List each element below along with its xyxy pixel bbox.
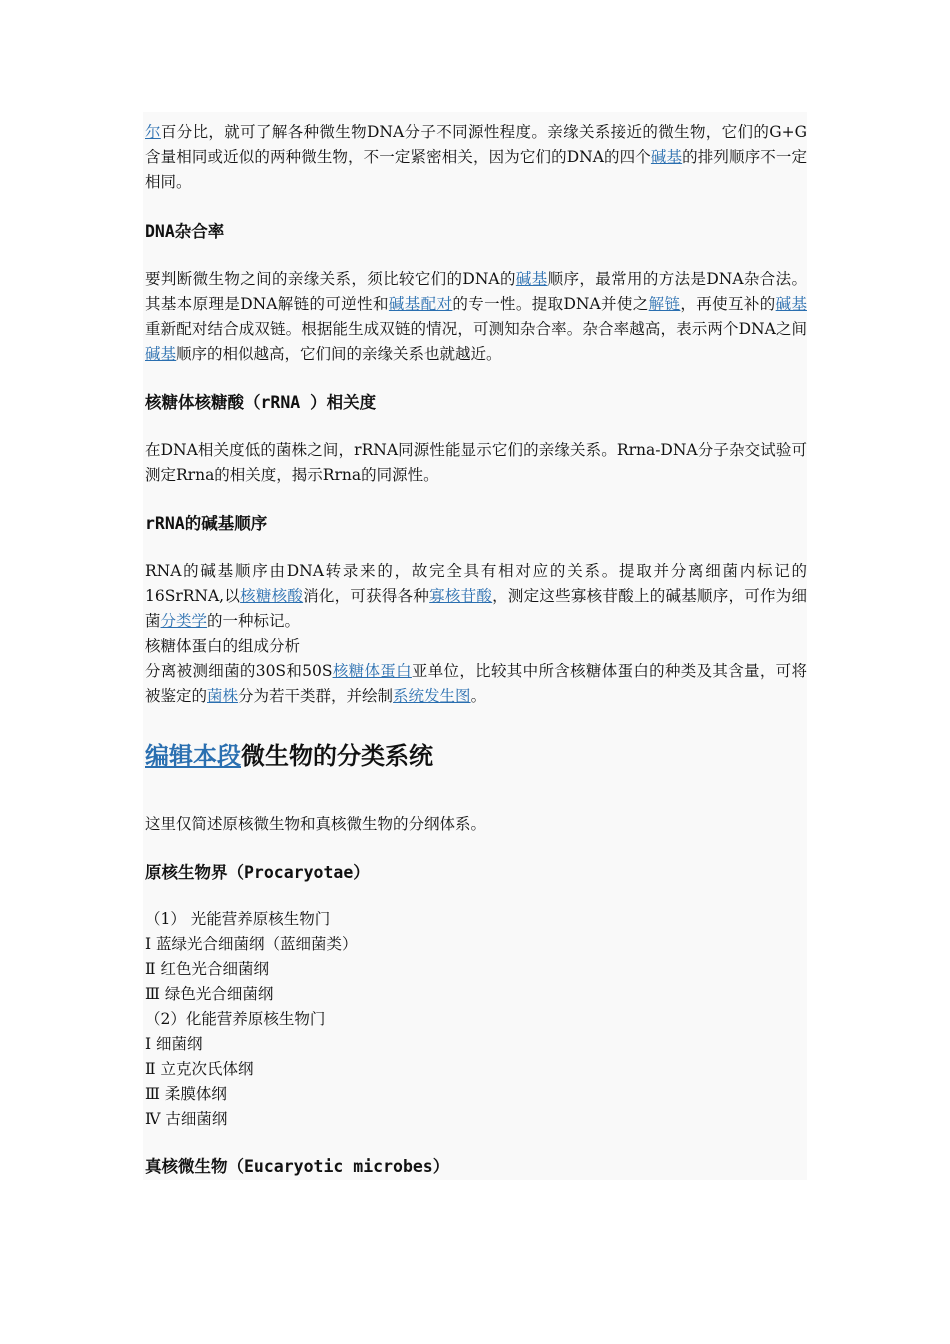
heading-procaryotae: 原核生物界（Procaryotae） xyxy=(145,863,370,882)
paragraph-dna-hybridization: 要判断微生物之间的亲缘关系，须比较它们的DNA的碱基顺序，最常用的方法是DNA杂合法。其基本原理是DNA解链的可逆性和碱基配对的专一性。提取DNA并使之解链，再使互补的碱基重新配对结合成双链。根据能生成双链的情况，可测知杂合率。杂合率越高，表示两个DNA之间碱基顺序的相似越高，它们间的亲缘关系也就越近。 xyxy=(145,270,807,363)
heading-rrna-sequence: rRNA的碱基顺序 xyxy=(145,514,268,533)
paragraph-ribosomal-protein: 分离被测细菌的30S和50S核糖体蛋白亚单位，比较其中所含核糖体蛋白的种类及其含量，可将被鉴定的菌株分为若干类群，并绘制系统发生图。 xyxy=(145,662,807,705)
paragraph-ribosomal-protein-title: 核糖体蛋白的组成分析 xyxy=(145,637,301,655)
link-er[interactable]: 尔 xyxy=(145,123,161,141)
link-oligonucleotide[interactable]: 寡核苷酸 xyxy=(429,587,493,605)
link-ribonuclease[interactable]: 核糖核酸 xyxy=(240,587,304,605)
link-phylogenetic-tree[interactable]: 系统发生图 xyxy=(393,687,471,705)
link-base[interactable]: 碱基 xyxy=(515,270,548,288)
paragraph-rrna-sequence: RNA的碱基顺序由DNA转录来的，故完全具有相对应的关系。提取并分离细菌内标记的16SrRNA,以核糖核酸消化，可获得各种寡核苷酸，测定这些寡核苷酸上的碱基顺序，可作为细菌分类学的一种标记。 xyxy=(145,562,807,630)
link-taxonomy[interactable]: 分类学 xyxy=(160,612,208,630)
list-item: （2）化能营养原核生物门 xyxy=(145,1010,326,1028)
edit-section-link[interactable]: 编辑本段 xyxy=(145,742,241,770)
paragraph-gc-content: 尔百分比，就可了解各种微生物DNA分子不同源性程度。亲缘关系接近的微生物，它们的G+G含量相同或近似的两种微生物，不一定紧密相关，因为它们的DNA的四个碱基的排列顺序不一定相同。 xyxy=(145,123,807,191)
heading-dna-hybridization: DNA杂合率 xyxy=(145,222,225,241)
procaryotae-classification-list xyxy=(145,907,807,1132)
link-ribosomal-protein[interactable]: 核糖体蛋白 xyxy=(332,662,412,680)
link-strain[interactable]: 菌株 xyxy=(207,687,239,705)
paragraph-rrna-relatedness: 在DNA相关度低的菌株之间，rRNA同源性能显示它们的亲缘关系。Rrna-DNA分子杂交试验可测定Rrna的相关度，揭示Rrna的同源性。 xyxy=(145,441,807,484)
link-base[interactable]: 碱基 xyxy=(775,295,807,313)
list-item: Ⅱ 立克次氏体纲 xyxy=(145,1060,254,1078)
list-item: Ⅰ 细菌纲 xyxy=(145,1035,203,1053)
link-base[interactable]: 碱基 xyxy=(145,345,177,363)
list-item: Ⅲ 绿色光合细菌纲 xyxy=(145,985,274,1003)
heading-eucaryotic-microbes: 真核微生物（Eucaryotic microbes） xyxy=(145,1157,450,1176)
section-heading xyxy=(145,739,807,773)
paragraph-intro: 这里仅简述原核微生物和真核微生物的分纲体系。 xyxy=(145,815,487,833)
section-title: 微生物的分类系统 xyxy=(241,742,433,770)
list-item: Ⅰ 蓝绿光合细菌纲（蓝细菌类） xyxy=(145,935,358,953)
link-base-pairing[interactable]: 碱基配对 xyxy=(388,295,453,313)
link-base[interactable]: 碱基 xyxy=(650,148,683,166)
article-content xyxy=(145,120,807,1179)
heading-rrna-relatedness: 核糖体核糖酸（rRNA ）相关度 xyxy=(145,393,377,412)
list-item: （1） 光能营养原核生物门 xyxy=(145,910,331,928)
list-item: Ⅳ 古细菌纲 xyxy=(145,1110,228,1128)
list-item: Ⅲ 柔膜体纲 xyxy=(145,1085,227,1103)
link-unwinding[interactable]: 解链 xyxy=(648,295,681,313)
list-item: Ⅱ 红色光合细菌纲 xyxy=(145,960,269,978)
